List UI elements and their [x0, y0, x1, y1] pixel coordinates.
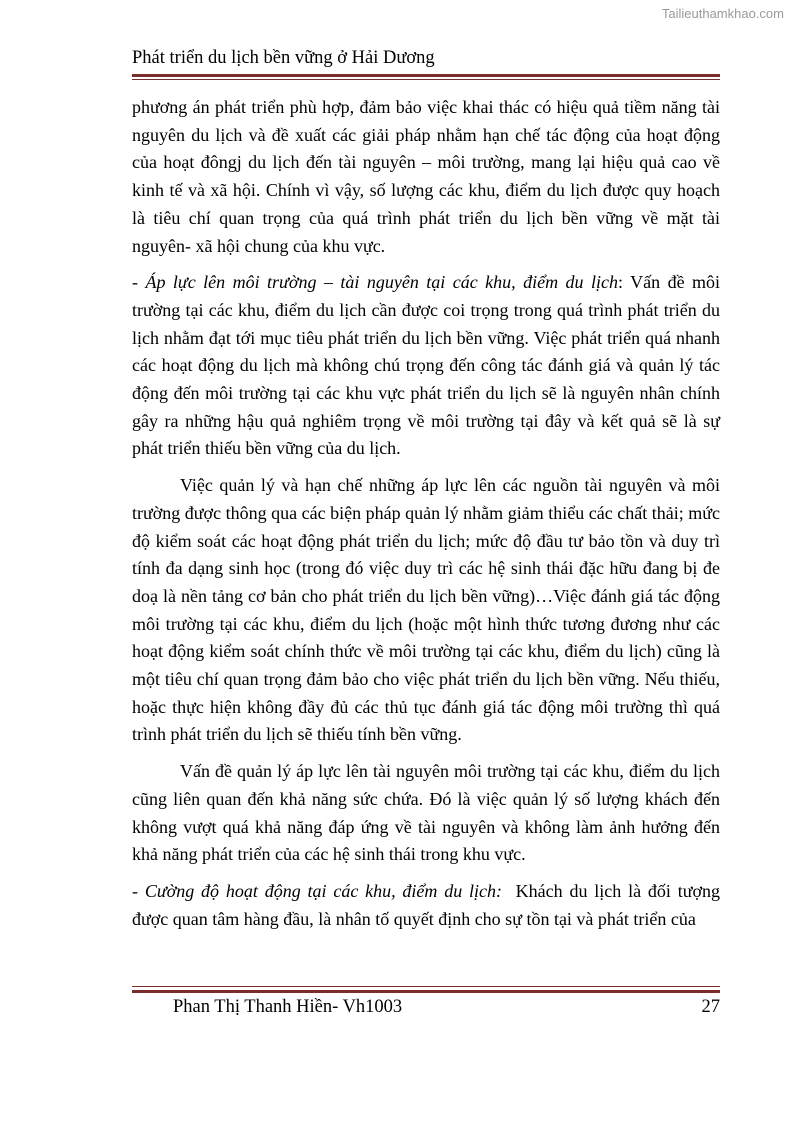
footer-author: Phan Thị Thanh Hiền- Vh1003	[173, 997, 403, 1017]
header-rule-thick	[132, 74, 720, 77]
paragraph-5-body: Khách du lịch là đối tượng được quan tâm hàng đầu, là nhân tố quyết định cho sự tồn tại và phát triển của	[132, 880, 725, 929]
paragraph-1: phương án phát triển phù hợp, đảm bảo việc khai thác có hiệu quả tiềm năng tài nguyên du lịch và đề xuất các giải pháp nhằm hạn chế tác động của hoạt động của hoạt đôngj du lịch đến tài nguyên – môi trường, mang lại hiệu quả cao về kinh tế và xã hội. Chính vì vậy, số lượng các khu, điểm du lịch được quy hoạch là tiêu chí quan trọng của quá trình phát triển du lịch bền vững về mặt tài nguyên- xã hội chung của khu vực.	[132, 97, 720, 256]
paragraph-5	[132, 878, 725, 933]
paragraph-2-lead: -	[132, 272, 146, 293]
footer-rule-thin	[132, 986, 720, 987]
header-rule-thin	[132, 79, 720, 80]
paragraph-5-lead: -	[132, 880, 145, 901]
page-number: 27	[701, 997, 720, 1017]
paragraph-2-body: : Vấn đề môi trường tại các khu, điểm du lịch cần được coi trọng trong quá trình phát triển du lịch nhằm đạt tới mục tiêu phát triển du lịch bền vững. Việc phát triển quá nhanh các hoạt động du lịch mà không chú trọng đến công tác đánh giá và quản lý tác động đến môi trường tại các khu vực phát triển du lịch sẽ là nguyên nhân chính gây ra những hậu quả nghiêm trọng về môi trường tại đây và kết quả sẽ là sự phát triển thiếu bền vững của du lịch.	[132, 272, 721, 459]
paragraph-2-heading: Áp lực lên môi trường – tài nguyên tại các khu, điểm du lịch	[145, 272, 618, 293]
footer-rule-thick	[132, 990, 720, 993]
body-text	[132, 94, 725, 942]
paragraph-3: Việc quản lý và hạn chế những áp lực lên các nguồn tài nguyên và môi trường được thông qua các biện pháp quản lý nhằm giảm thiểu các chất thải; mức độ kiểm soát các hoạt động phát triển du lịch; mức độ đầu tư bảo tồn và duy trì tính đa dạng sinh học (trong đó việc duy trì các hệ sinh thái đặc hữu đang bị đe doạ là nền tảng cơ bản cho phát triển du lịch bền vững)…Việc đánh giá tác động môi trường tại các khu, điểm du lịch (hoặc một hình thức tương đương như các hoạt động kiểm soát chính thức về môi trường tại các khu, điểm du lịch) cũng là một tiêu chí quan trọng đảm bảo cho việc phát triển du lịch bền vững. Nếu thiếu, hoặc thực hiện không đầy đủ các thủ tục đánh giá tác động môi trường thì quá trình phát triển du lịch sẽ thiếu tính bền vững.	[132, 475, 720, 745]
header-title: Phát triển du lịch bền vững ở Hải Dương	[132, 48, 435, 68]
paragraph-5-heading: Cường độ hoạt động tại các khu, điểm du lịch:	[144, 880, 503, 901]
paragraph-2	[132, 269, 720, 463]
watermark: Tailieuthamkhao.com	[661, 6, 784, 21]
paragraph-4: Vấn đề quản lý áp lực lên tài nguyên môi trường tại các khu, điểm du lịch cũng liên quan đến khả năng sức chứa. Đó là việc quản lý số lượng khách đến không vượt quá khả năng đáp ứng về tài nguyên và không làm ảnh hưởng đến khả năng phát triển của các hệ sinh thái trong khu vực.	[132, 761, 720, 865]
